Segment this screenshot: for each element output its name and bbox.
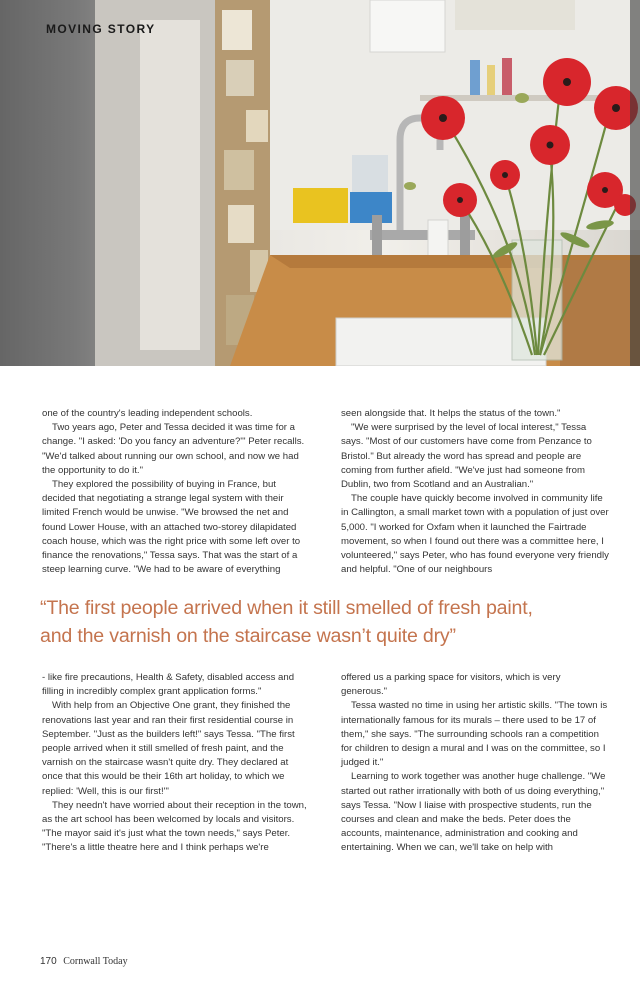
paragraph: The couple have quickly become involved in community life in Callington, a small market town with a population of just over 5,000. "I worked for Oxfam when it launched the Fairtrade movement, so when I found out there was a committee here, I volunteered," says Peter, who has found everyone very friendly and helpful. "One of our neighbours	[341, 493, 609, 576]
paragraph: one of the country's leading independent schools.	[42, 408, 253, 419]
section-label: MOVING STORY	[46, 22, 156, 36]
paragraph: They explored the possibility of buying in France, but decided that negotiating a strange legal system with their limited French would be unwise. "We browsed the net and found Lower House, with an attached two-storey dilapidated coach house, which was the right price with some left over to finance the renovations," Tessa says. That was the start of a steep learning curve. "We had to be aware of everything	[42, 479, 301, 576]
article-column-3	[42, 671, 310, 856]
publication-name: Cornwall Today	[63, 956, 128, 967]
paragraph: offered us a parking space for visitors, which is very generous."	[341, 672, 561, 698]
pull-quote	[40, 594, 636, 650]
pull-quote-line-2: and the varnish on the staircase wasn’t quite dry”	[40, 625, 456, 647]
paragraph: seen alongside that. It helps the status of the town."	[341, 408, 561, 419]
paragraph: They needn't have worried about their reception in the town, as the art school has been welcomed by locals and visitors. "The mayor said it's just what the town needs," says Peter. "There's a little theatre here and I think perhaps we're	[42, 799, 307, 854]
pull-quote-line-1: “The first people arrived when it still smelled of fresh paint,	[40, 597, 533, 619]
article-column-1	[42, 407, 310, 577]
hero-photo	[0, 0, 640, 366]
article-column-4	[341, 671, 609, 856]
paragraph: With help from an Objective One grant, they finished the renovations last year and ran their first residential course in September. "Just as the builders left!" says Tessa. "The first people arrived when it still smelled of fresh paint, and the varnish on the staircase wasn't quite dry. They declared at once that this would be their 16th art holiday, to which we replied: 'Well, this is our first!'"	[42, 700, 295, 797]
page-number: 170	[40, 956, 57, 967]
paragraph: Learning to work together was another huge challenge. "We started out rather irrationally with both of us doing everything," says Tessa. "Now I liaise with prospective students, run the courses and clean and make the beds. Peter does the accounts, maintenance, administration and cooking and entertaining. When we can, we'll take on help with	[341, 771, 606, 854]
paragraph: Two years ago, Peter and Tessa decided it was time for a change. "I asked: 'Do you fancy an adventure?'" Peter recalls. "We'd talked about running our own school, and now we had the opportunity to do it."	[42, 422, 305, 476]
paragraph: Tessa wasted no time in using her artistic skills. "The town is internationally famous for its murals – there used to be 17 of them," she says. "The surrounding schools ran a competition for children to design a mural and I was on the committee, so I judged it."	[341, 700, 608, 769]
paragraph: "We were surprised by the level of local interest," Tessa says. "Most of our customers have come from Penzance to Bristol." But already the word has spread and people are coming from further afield. "We've just had someone from Dublin, two from Scotland and an Australian."	[341, 422, 592, 491]
page-footer	[40, 956, 128, 967]
paragraph: - like fire precautions, Health & Safety, disabled access and filling in incredibly complex grant application forms."	[42, 672, 295, 698]
article-column-2	[341, 407, 609, 577]
photo-illustration	[0, 0, 640, 366]
